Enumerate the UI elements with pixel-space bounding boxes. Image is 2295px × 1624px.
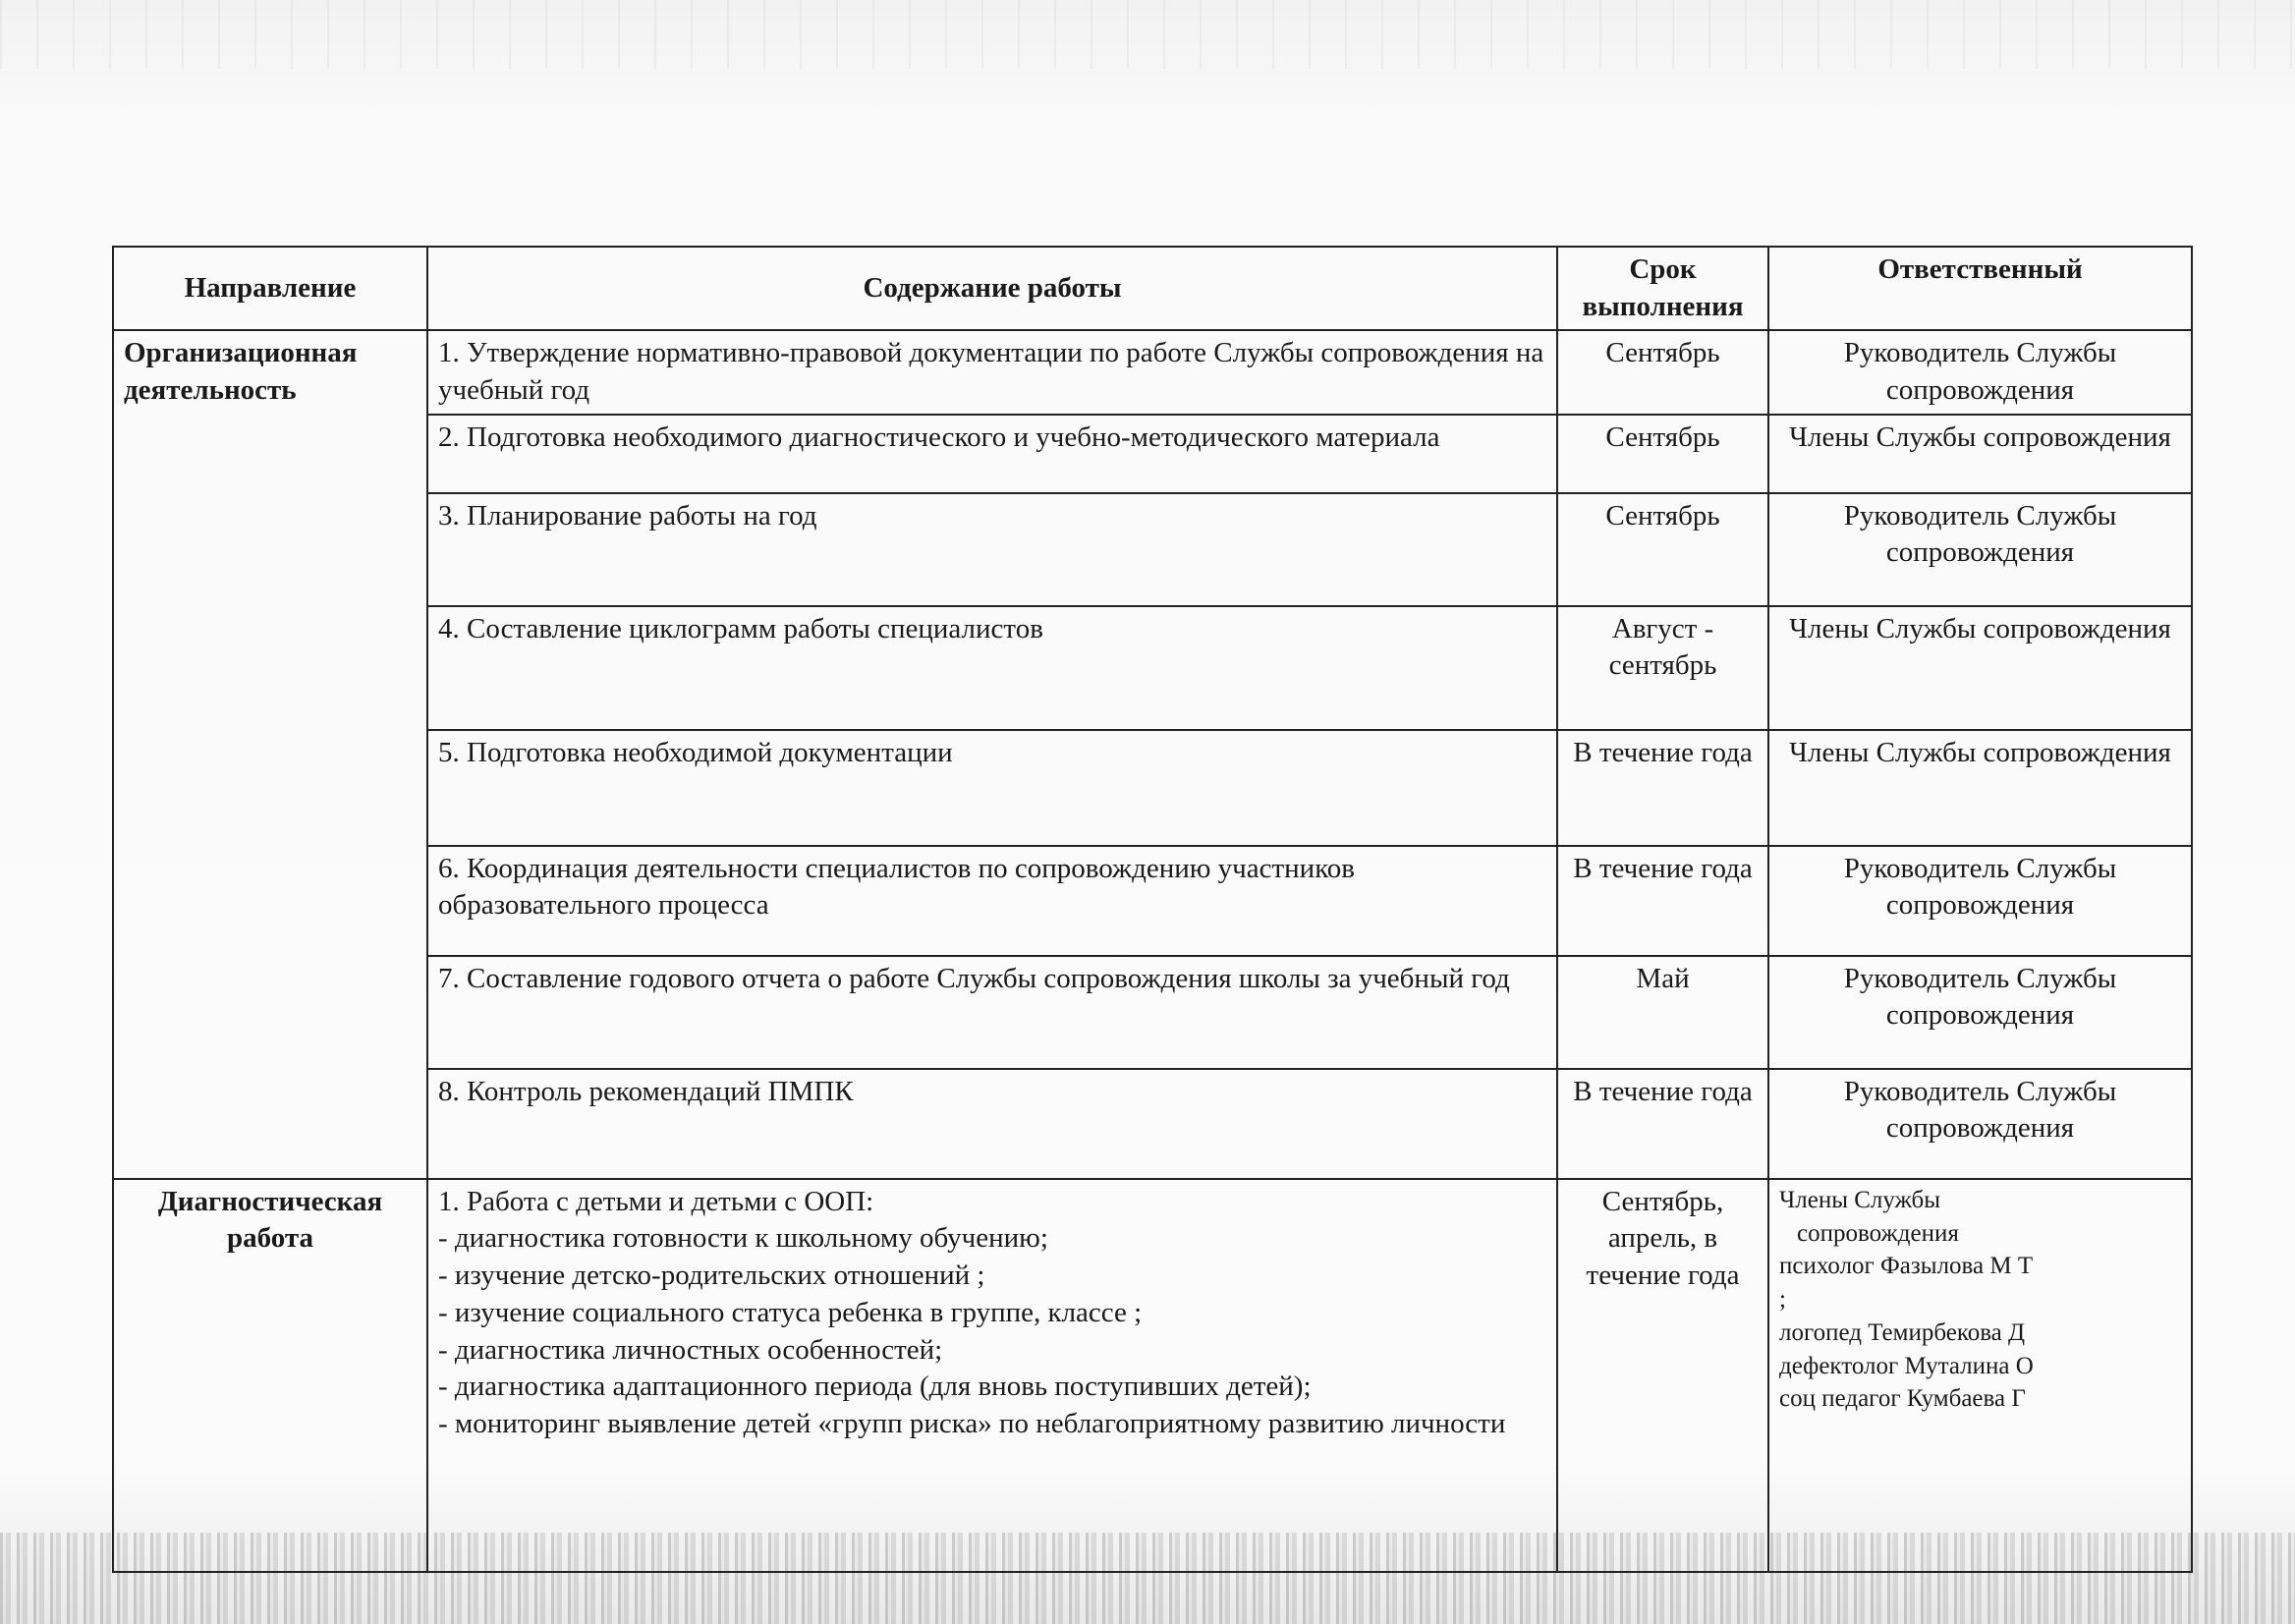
term-cell: В течение года: [1557, 1069, 1768, 1179]
term-cell: Август - сентябрь: [1557, 606, 1768, 730]
responsible-cell: Члены Службы сопровождения: [1768, 415, 2192, 493]
responsible-cell-list: [1768, 1179, 2192, 1572]
responsible-cell: Руководитель Службы сопровождения: [1768, 956, 2192, 1069]
term-cell: В течение года: [1557, 730, 1768, 846]
content-cell: 3. Планирование работы на год: [427, 493, 1557, 606]
header-content: Содержание работы: [427, 247, 1557, 330]
header-direction: Направление: [113, 247, 427, 330]
header-term: Срок выполнения: [1557, 247, 1768, 330]
list-item: - диагностика адаптационного периода (для вновь поступивших детей);: [438, 1371, 1312, 1403]
content-cell: 1. Утверждение нормативно-правовой документации по работе Службы сопровождения на учебный год: [427, 330, 1557, 414]
scan-artifact-top: [0, 0, 2295, 69]
list-item: - изучение детско-родительских отношений ;: [438, 1260, 985, 1292]
responsible-cell: Члены Службы сопровождения: [1768, 606, 2192, 730]
responsible-cell: Руководитель Службы сопровождения: [1768, 1069, 2192, 1179]
term-cell: Май: [1557, 956, 1768, 1069]
responsible-line: логопед Темирбекова Д: [1779, 1318, 2026, 1346]
responsible-line: Члены Службы: [1779, 1186, 1941, 1213]
work-plan-table: [112, 246, 2193, 1573]
responsible-line: ;: [1779, 1286, 1786, 1313]
direction-cell-diagnostic: Диагностическая работа: [113, 1179, 427, 1572]
list-item: - диагностика готовности к школьному обучению;: [438, 1222, 1048, 1255]
content-cell: 6. Координация деятельности специалистов по сопровождению участников образовательного процесса: [427, 846, 1557, 956]
list-item: - мониторинг выявление детей «групп риска» по неблагоприятному развитию личности: [438, 1407, 1506, 1439]
term-cell: Сентябрь: [1557, 415, 1768, 493]
content-cell: 7. Составление годового отчета о работе Службы сопровождения школы за учебный год: [427, 956, 1557, 1069]
table-row: [113, 330, 2192, 414]
table-header-row: [113, 247, 2192, 330]
term-cell: Сентябрь, апрель, в течение года: [1557, 1179, 1768, 1572]
content-cell: 2. Подготовка необходимого диагностического и учебно-методического материала: [427, 415, 1557, 493]
responsible-line: психолог Фазылова М Т: [1779, 1253, 2034, 1280]
content-cell: 8. Контроль рекомендаций ПМПК: [427, 1069, 1557, 1179]
term-cell: Сентябрь: [1557, 493, 1768, 606]
responsible-cell: Руководитель Службы сопровождения: [1768, 493, 2192, 606]
list-item: - изучение социального статуса ребенка в группе, классе ;: [438, 1296, 1143, 1328]
responsible-line: соц педагог Кумбаева Г: [1779, 1385, 2026, 1413]
responsible-cell: Руководитель Службы сопровождения: [1768, 846, 2192, 956]
term-cell: Сентябрь: [1557, 330, 1768, 414]
content-cell: 4. Составление циклограмм работы специалистов: [427, 606, 1557, 730]
content-cell: 5. Подготовка необходимой документации: [427, 730, 1557, 846]
direction-cell-organizational: Организационная деятельность: [113, 330, 427, 1178]
list-item: - диагностика личностных особенностей;: [438, 1333, 943, 1366]
content-cell-list: [427, 1179, 1557, 1572]
responsible-cell: Руководитель Службы сопровождения: [1768, 330, 2192, 414]
responsible-line: дефектолог Муталина О: [1779, 1352, 2034, 1379]
responsible-cell: Члены Службы сопровождения: [1768, 730, 2192, 846]
term-cell: В течение года: [1557, 846, 1768, 956]
table-row: [113, 1179, 2192, 1572]
responsible-line: сопровождения: [1797, 1219, 1959, 1247]
header-responsible: Ответственный: [1768, 247, 2192, 330]
list-item: 1. Работа с детьми и детьми с ООП:: [438, 1185, 874, 1217]
